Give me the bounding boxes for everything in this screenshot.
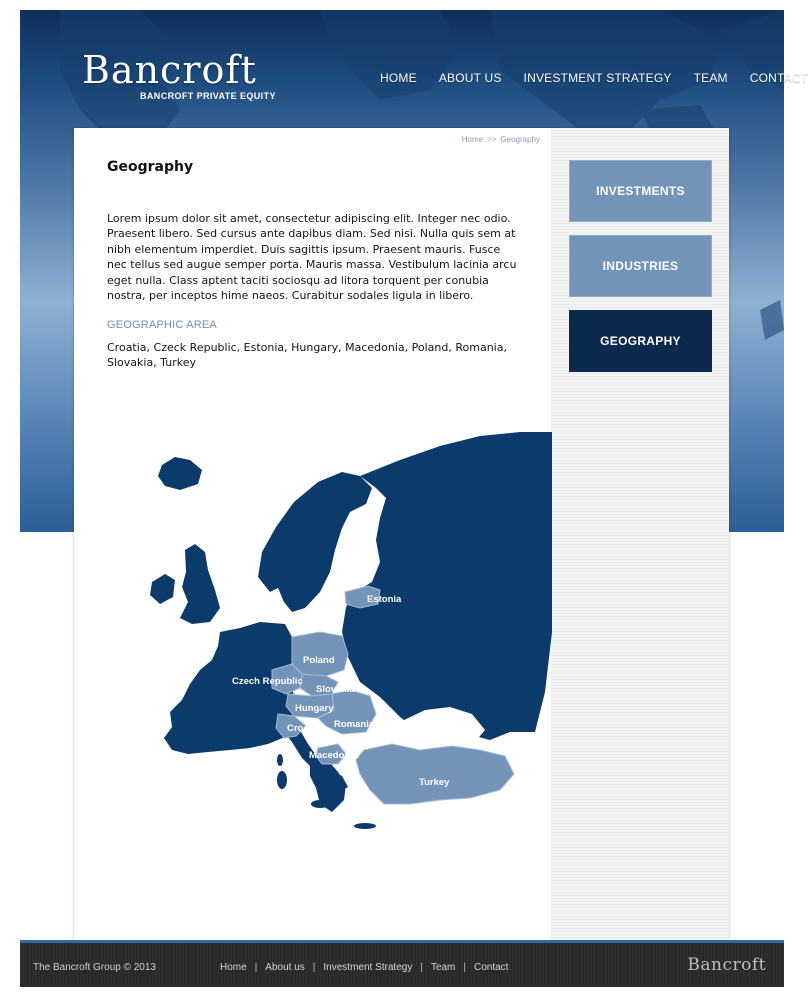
map-crete bbox=[354, 823, 376, 829]
footer-navigation bbox=[220, 962, 508, 973]
breadcrumb-current: Geography bbox=[500, 135, 540, 144]
nav-investment-strategy[interactable]: INVESTMENT STRATEGY bbox=[523, 71, 672, 85]
footer-separator: | bbox=[312, 962, 316, 973]
map-label-hungary: Hungary bbox=[295, 703, 334, 714]
map-turkey bbox=[356, 744, 514, 804]
map-label-czech-republic: Czech Republic bbox=[232, 676, 303, 687]
map-great-britain bbox=[180, 544, 220, 624]
footer-copyright: The Bancroft Group © 2013 bbox=[33, 962, 156, 973]
footer-link-investment-strategy[interactable]: Investment Strategy bbox=[323, 962, 413, 973]
europe-map bbox=[80, 432, 552, 832]
map-label-estonia: Estonia bbox=[367, 594, 402, 605]
map-sicily bbox=[311, 800, 329, 808]
geographic-area-list: Croatia, Czeck Republic, Estonia, Hungary, Macedonia, Poland, Romania, Slovakia, Turkey bbox=[107, 341, 507, 370]
nav-home[interactable]: HOME bbox=[380, 71, 417, 85]
intro-paragraph: Lorem ipsum dolor sit amet, consectetur adipiscing elit. Integer nec odio. Praesent libero. Sed cursus ante dapibus diam. Sed nisi. Nulla quis sem at nibh elementum imperdiet. Duis sagittis ipsum. Praesent mauris. Fusce nec tellus sed augue semper porta. Mauris massa. Vestibulum lacinia arcu eget nulla. Class aptent taciti sociosqu ad litora torquent per conubia nostra, per inceptos hime naeos. Curabitur sodales ligula in libero. bbox=[107, 212, 517, 303]
nav-team[interactable]: TEAM bbox=[693, 71, 728, 85]
logo-tagline: BANCROFT PRIVATE EQUITY bbox=[140, 91, 276, 101]
sidebar-button-geography[interactable]: GEOGRAPHY bbox=[569, 310, 712, 372]
logo-wordmark[interactable]: Bancroft bbox=[82, 48, 257, 92]
breadcrumb-separator: >> bbox=[487, 135, 497, 144]
footer-link-contact[interactable]: Contact bbox=[474, 962, 509, 973]
map-ireland bbox=[150, 574, 175, 604]
breadcrumb bbox=[462, 135, 540, 144]
map-label-turkey: Turkey bbox=[419, 777, 450, 788]
nav-about-us[interactable]: ABOUT US bbox=[438, 71, 502, 85]
map-sardinia bbox=[277, 771, 287, 789]
footer-link-about-us[interactable]: About us bbox=[265, 962, 305, 973]
footer-separator: | bbox=[463, 962, 466, 973]
map-label-croatia: Croatia bbox=[287, 723, 320, 734]
breadcrumb-home-link[interactable]: Home bbox=[461, 135, 484, 144]
map-russia bbox=[342, 432, 552, 740]
footer bbox=[20, 940, 784, 987]
map-label-poland: Poland bbox=[303, 655, 335, 666]
site-logo[interactable] bbox=[82, 48, 276, 101]
map-corsica bbox=[277, 754, 283, 766]
geographic-area-heading: GEOGRAPHIC AREA bbox=[107, 319, 217, 331]
map-label-slovakia: Slovakia bbox=[316, 684, 355, 695]
map-iceland bbox=[158, 457, 202, 490]
sidebar-button-investments[interactable]: INVESTMENTS bbox=[569, 160, 712, 222]
page-title: Geography bbox=[107, 159, 194, 175]
footer-separator: | bbox=[420, 962, 423, 973]
map-label-macedonia: Macedonia bbox=[309, 750, 359, 761]
footer-separator: | bbox=[254, 962, 258, 973]
footer-logo[interactable]: Bancroft bbox=[687, 955, 766, 975]
main-navigation bbox=[380, 71, 808, 85]
sidebar-button-industries[interactable]: INDUSTRIES bbox=[569, 235, 712, 297]
footer-link-team[interactable]: Team bbox=[430, 962, 456, 973]
map-poland bbox=[292, 632, 348, 676]
footer-link-home[interactable]: Home bbox=[220, 962, 247, 973]
map-label-romania: Romania bbox=[334, 719, 375, 730]
nav-contact[interactable]: CONTACT bbox=[749, 71, 808, 85]
